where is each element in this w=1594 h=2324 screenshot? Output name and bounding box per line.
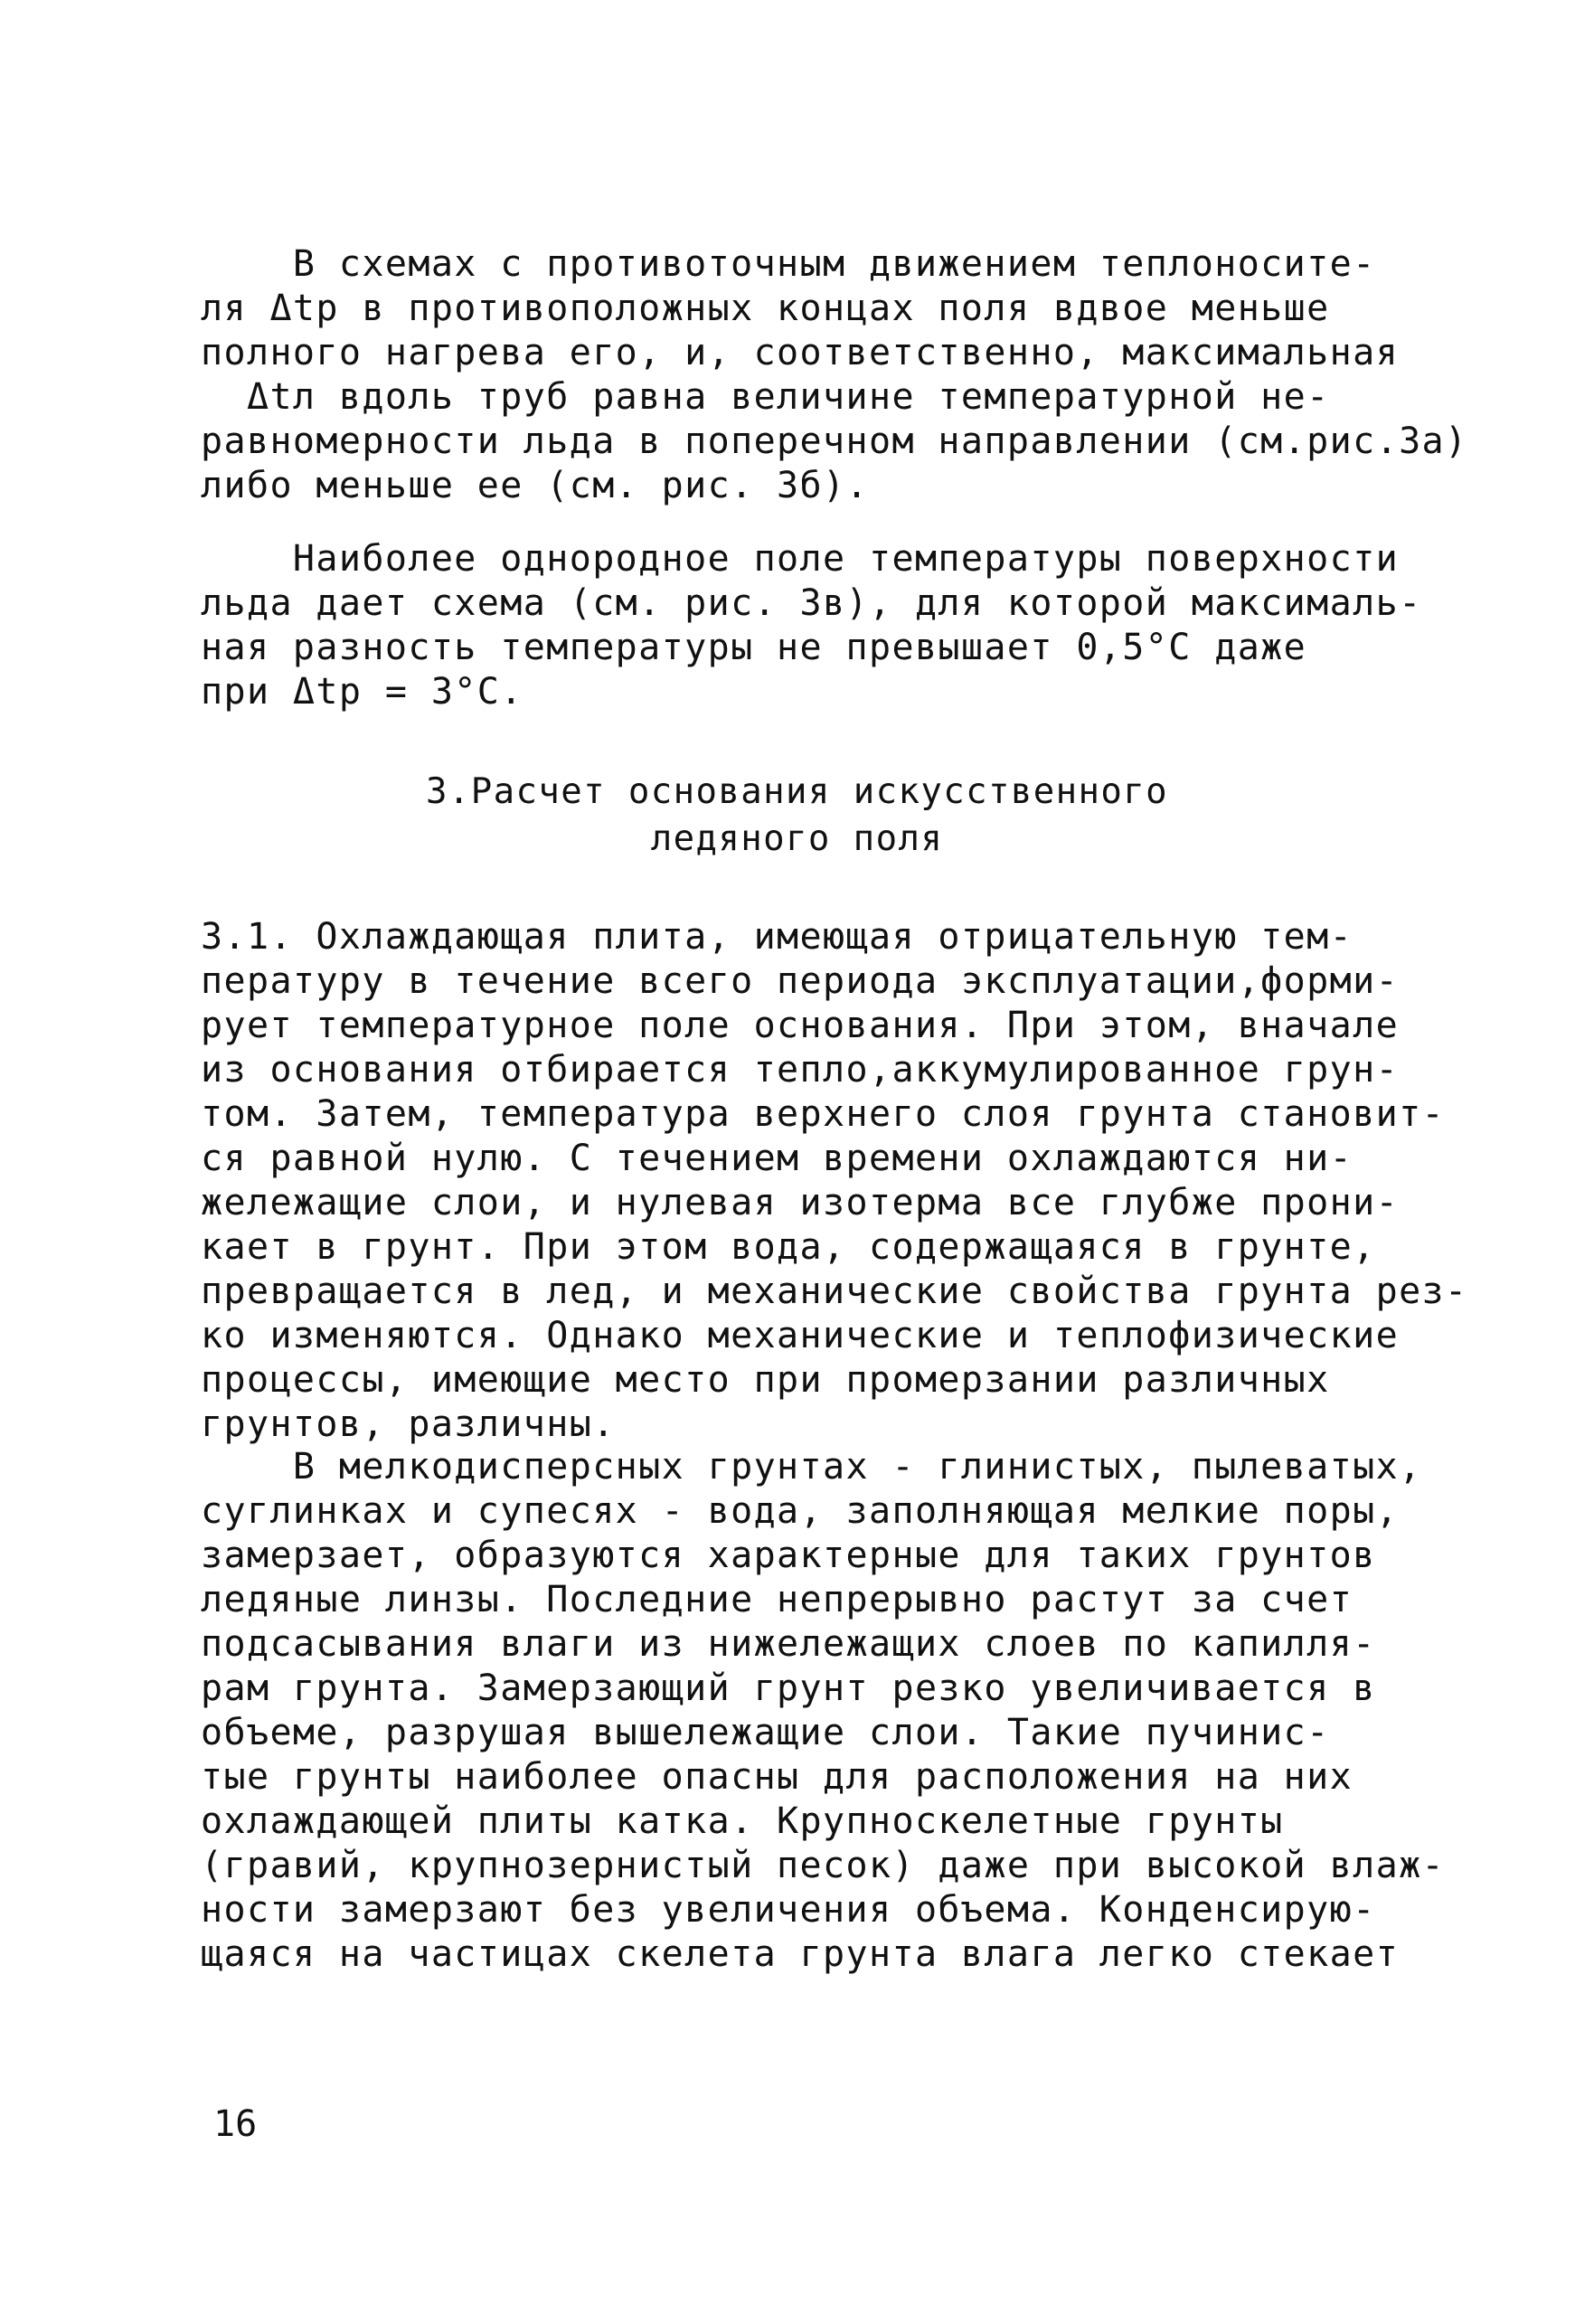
section-heading [0, 769, 1594, 863]
page-number: 16 [213, 2103, 258, 2145]
text-line: подсасывания влаги из нижележащих слоев по капилля- [201, 1623, 1376, 1665]
text-line: В схемах с противоточным движением теплоносите- [201, 243, 1376, 285]
text-line: льда дает схема (см. рис. 3в), для которой максималь- [201, 582, 1422, 624]
text-line: щаяся на частицах скелета грунта влага легко стекает [201, 1933, 1400, 1975]
text-line: ледяные линзы. Последние непрерывно растут за счет [201, 1579, 1353, 1620]
paragraph-fine-soils [201, 1445, 1446, 1977]
text-line: процессы, имеющие место при промерзании различных [201, 1359, 1330, 1401]
text-line: жележащие слои, и нулевая изотерма все глубже прони- [201, 1182, 1400, 1223]
text-line: том. Затем, температура верхнего слоя грунта становит- [201, 1093, 1446, 1135]
text-line: ная разность температуры не превышает 0,5°С даже [201, 627, 1307, 668]
text-line: В мелкодисперсных грунтах - глинистых, пылеватых, [201, 1446, 1422, 1488]
text-line: грунтов, различны. [201, 1403, 616, 1445]
text-line: ности замерзают без увеличения объема. Конденсирую- [201, 1889, 1376, 1931]
text-line: ся равной нулю. С течением времени охлаждаются ни- [201, 1138, 1353, 1179]
text-line: пературу в течение всего периода эксплуатации,форми- [201, 960, 1400, 1002]
text-line: кает в грунт. При этом вода, содержащаяся в грунте, [201, 1226, 1376, 1268]
paragraph-uniform-field [201, 537, 1422, 714]
heading-line: 3.Расчет основания искусственного [425, 771, 1169, 812]
text-line: из основания отбирается тепло,аккумулированное грун- [201, 1049, 1400, 1091]
text-line: рам грунта. Замерзающий грунт резко увеличивается в [201, 1667, 1376, 1709]
text-line: объеме, разрушая вышележащие слои. Такие пучинис- [201, 1712, 1330, 1753]
text-line: полного нагрева его, и, соответственно, максимальная [201, 332, 1400, 373]
text-line: 3.1. Охлаждающая плита, имеющая отрицательную тем- [201, 916, 1353, 958]
text-line: Δtл вдоль труб равна величине температурной не- [201, 376, 1330, 418]
text-line: равномерности льда в поперечном направлении (см.рис.3а) [201, 420, 1468, 462]
text-line: превращается в лед, и механические свойства грунта рез- [201, 1271, 1468, 1312]
text-line: при Δtр = 3°С. [201, 671, 523, 713]
text-line: охлаждающей плиты катка. Крупноскелетные грунты [201, 1800, 1284, 1842]
text-line: ля Δtр в противоположных концах поля вдвое меньше [201, 288, 1330, 329]
text-line: Наиболее однородное поле температуры поверхности [201, 538, 1400, 580]
text-line: рует температурное поле основания. При этом, вначале [201, 1005, 1400, 1046]
text-line: либо меньше ее (см. рис. 3б). [201, 465, 869, 506]
text-line: суглинках и супесях - вода, заполняющая мелкие поры, [201, 1490, 1400, 1532]
text-line: тые грунты наиболее опасны для расположения на них [201, 1756, 1353, 1798]
text-line: (гравий, крупнозернистый песок) даже при высокой влаж- [201, 1845, 1446, 1886]
text-line: замерзает, образуются характерные для таких грунтов [201, 1535, 1376, 1576]
paragraph-counterflow-schemes [201, 242, 1468, 508]
paragraph-cooling-plate [201, 915, 1468, 1447]
text-line: ко изменяются. Однако механические и теплофизические [201, 1315, 1400, 1356]
heading-line: ледяного поля [650, 818, 944, 859]
